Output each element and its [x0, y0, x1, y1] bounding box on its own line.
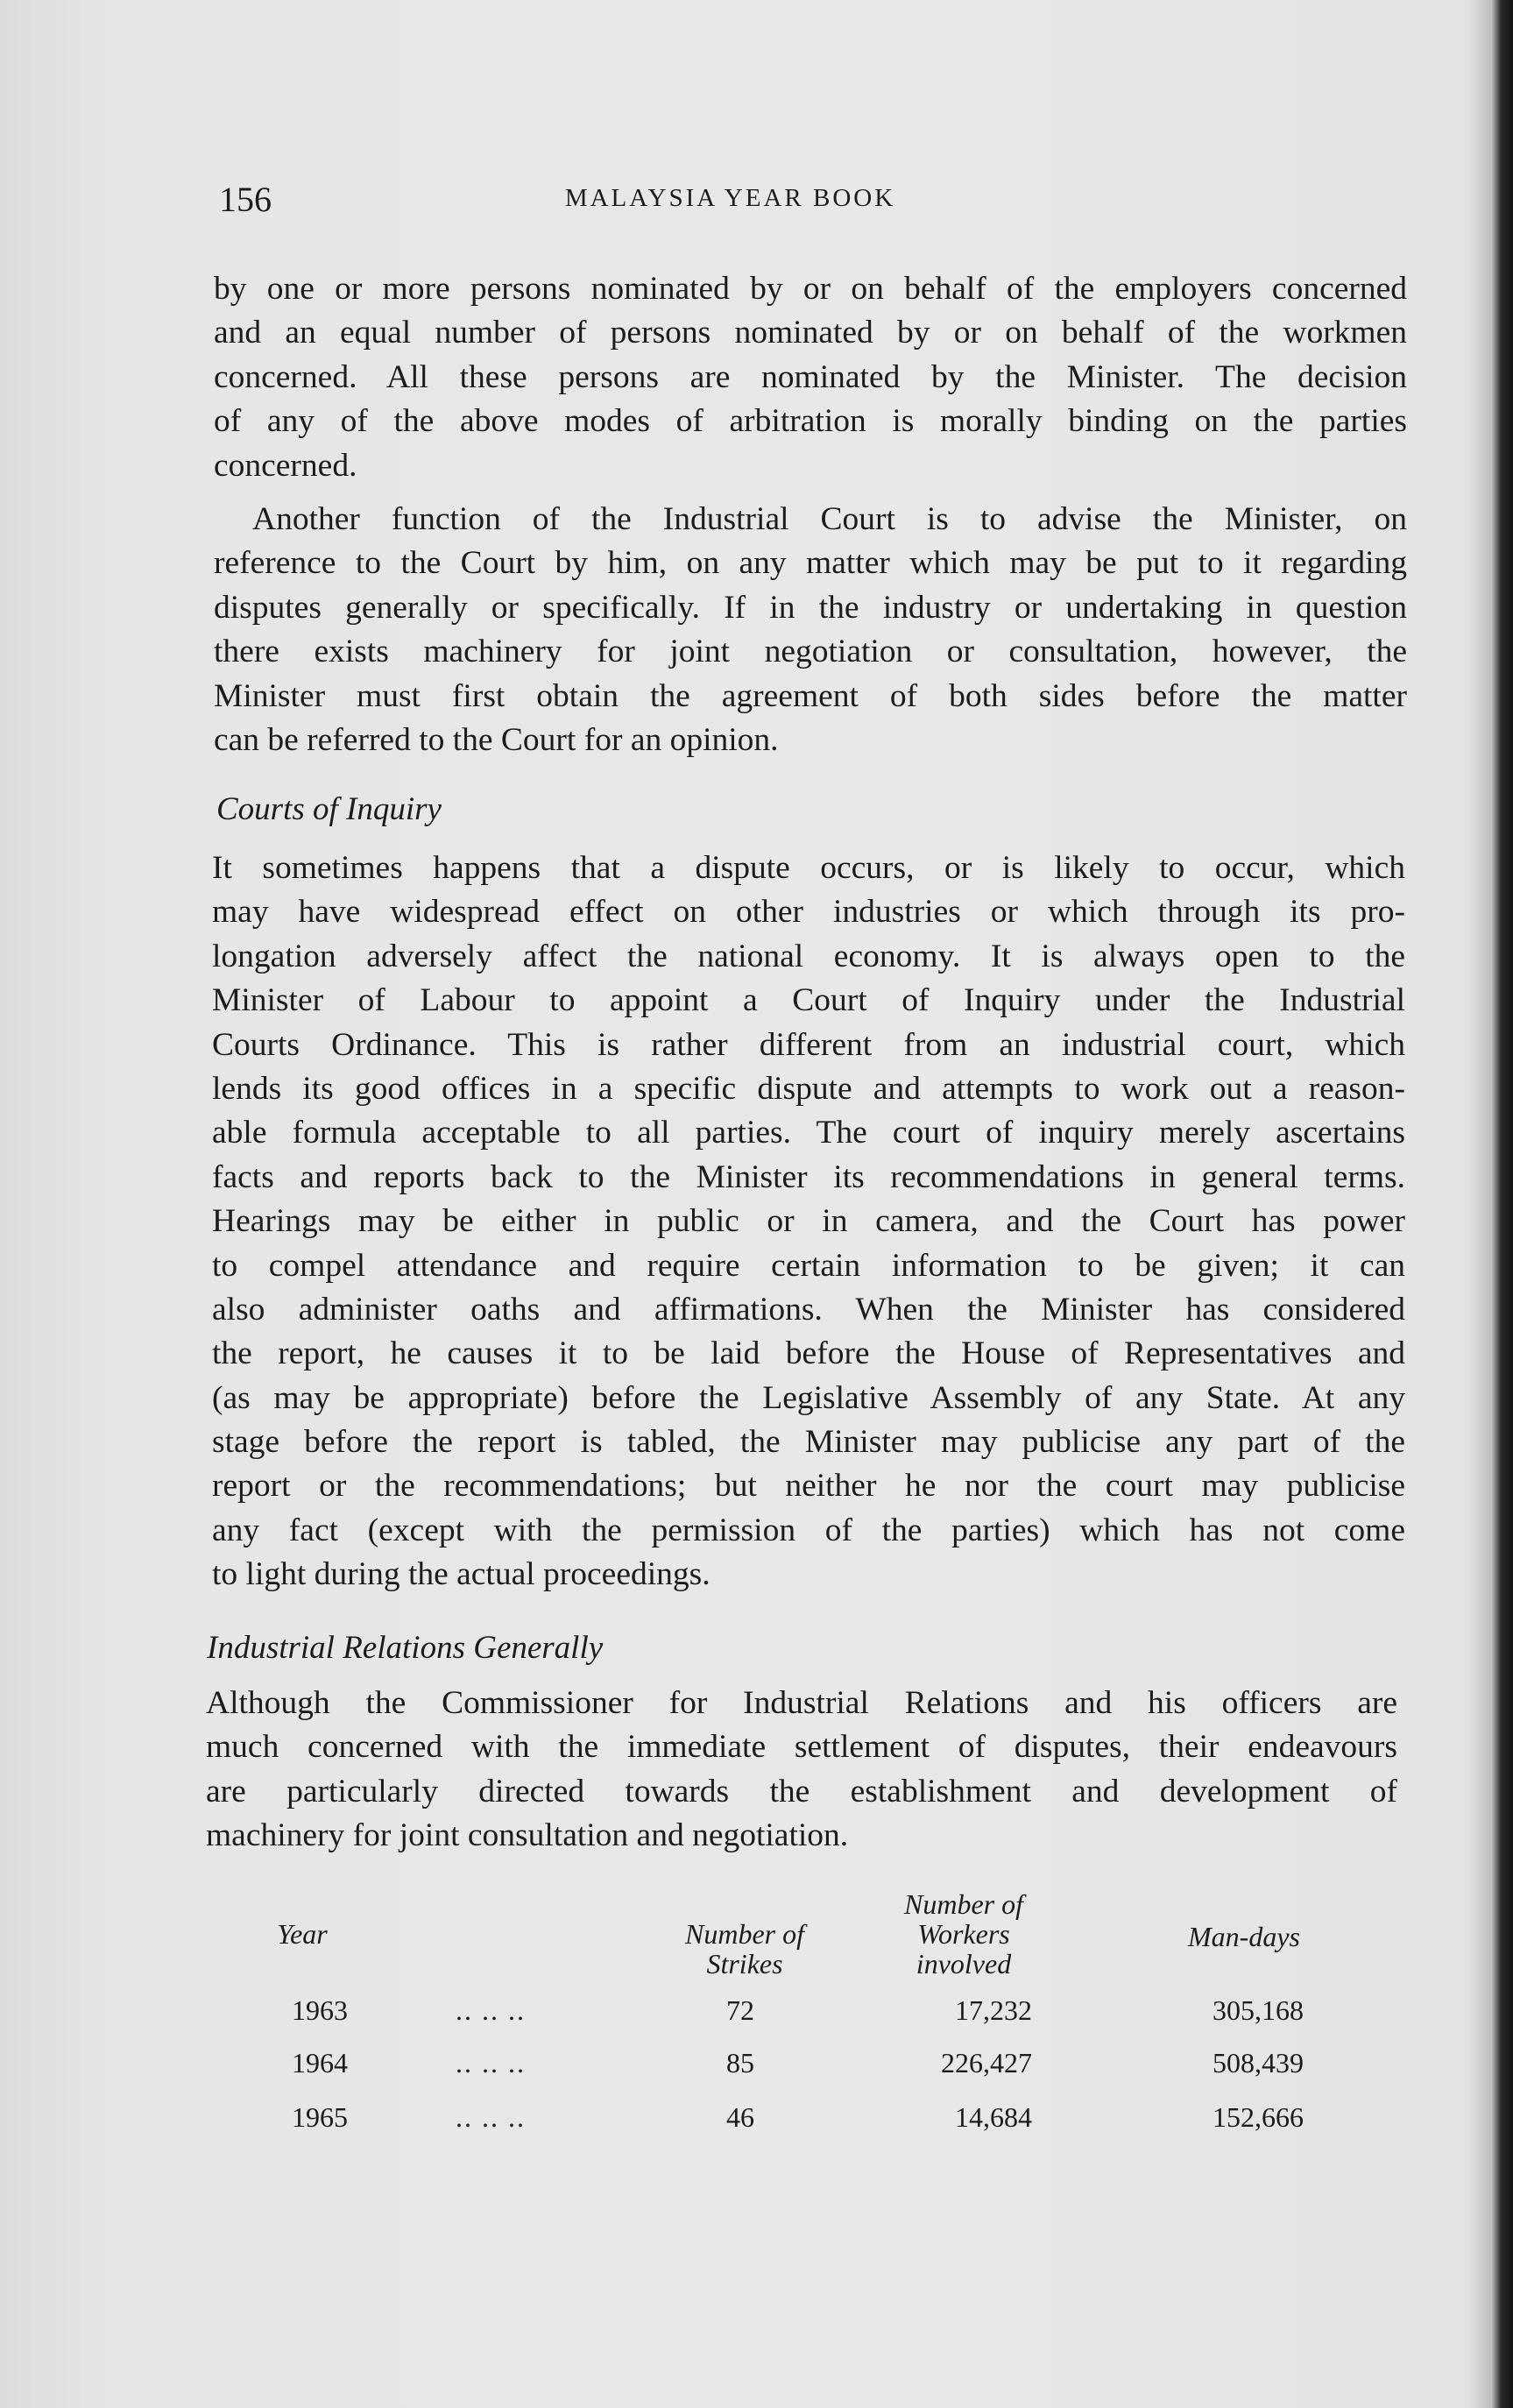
header-line: Workers [917, 1918, 1010, 1950]
text-line: disputes generally or specifically. If in the industry or undertaking in question [214, 589, 1407, 626]
text-line: by one or more persons nominated by or on behalf of the employers concerned [214, 271, 1407, 307]
paragraph-advisory-function [214, 498, 1407, 762]
text-line: Although the Commissioner for Industrial Relations and his officers are [206, 1685, 1397, 1721]
text-line: may have widespread effect on other industries or which through its pro- [212, 894, 1405, 931]
cell-mandays: 508,439 [1213, 2047, 1304, 2079]
text-line: Another function of the Industrial Court is to advise the Minister, on [252, 501, 1407, 537]
cell-year: 1965 [292, 2101, 348, 2133]
paragraph-arbitration [214, 267, 1407, 488]
text-line: longation adversely affect the national economy. It is always open to the [212, 938, 1405, 974]
text-line: Minister must first obtain the agreement of both sides before the matter [214, 677, 1407, 714]
text-line: can be referred to the Court for an opinion. [214, 721, 779, 758]
text-line: Minister of Labour to appoint a Court of Inquiry under the Industrial [212, 982, 1405, 1019]
cell-leader: .. .. .. [456, 1994, 526, 2026]
column-header-year: Year [277, 1918, 328, 1950]
cell-leader: .. .. .. [456, 2047, 526, 2079]
text-line: (as may be appropriate) before the Legislative Assembly of any State. At any [212, 1379, 1405, 1416]
cell-mandays: 305,168 [1213, 1994, 1304, 2026]
text-line: concerned. All these persons are nominated by the Minister. The decision [214, 358, 1407, 395]
text-line: any fact (except with the permission of the parties) which has not come [212, 1512, 1405, 1548]
text-line: of any of the above modes of arbitration is morally binding on the parties [214, 403, 1407, 440]
running-title: MALAYSIA YEAR BOOK [564, 184, 896, 212]
text-line: machinery for joint consultation and negotiation. [206, 1817, 849, 1854]
paragraph-courts-of-inquiry [212, 846, 1405, 1597]
header-line: Strikes [706, 1948, 783, 1980]
cell-leader: .. .. .. [456, 2101, 526, 2133]
header-line: involved [916, 1948, 1012, 1980]
text-line: facts and reports back to the Minister its recommendations in general terms. [212, 1158, 1405, 1195]
text-line: and an equal number of persons nominated by or on behalf of the workmen [214, 315, 1407, 351]
section-heading-courts-of-inquiry: Courts of Inquiry [216, 791, 442, 827]
text-line: reference to the Court by him, on any matter which may be put to it regarding [214, 545, 1407, 582]
cell-strikes: 46 [726, 2101, 754, 2133]
text-line: report or the recommendations; but neither he nor the court may publicise [212, 1468, 1405, 1505]
column-header-strikes [657, 1919, 832, 1979]
header-line: Number of [904, 1888, 1023, 1920]
text-line: It sometimes happens that a dispute occurs, or is likely to occur, which [212, 850, 1405, 886]
text-line: there exists machinery for joint negotiation or consultation, however, the [214, 634, 1407, 670]
text-line: to compel attendance and require certain information to be given; it can [212, 1247, 1405, 1284]
section-heading-industrial-relations: Industrial Relations Generally [207, 1630, 604, 1666]
cell-workers: 14,684 [955, 2101, 1032, 2133]
cell-strikes: 85 [726, 2047, 754, 2079]
cell-workers: 17,232 [955, 1994, 1032, 2026]
text-line: stage before the report is tabled, the Minister may publicise any part of the [212, 1424, 1405, 1461]
cell-mandays: 152,666 [1213, 2101, 1304, 2133]
text-line: also administer oaths and affirmations. When the Minister has considered [212, 1291, 1405, 1328]
text-line: Courts Ordinance. This is rather different from an industrial court, which [212, 1026, 1405, 1063]
text-line: are particularly directed towards the establishment and development of [206, 1773, 1397, 1810]
text-line: able formula acceptable to all parties. The court of inquiry merely ascertains [212, 1115, 1405, 1151]
column-header-mandays: Man-days [1188, 1921, 1300, 1952]
text-line: much concerned with the immediate settlement of disputes, their endeavours [206, 1729, 1397, 1766]
text-line: the report, he causes it to be laid before the House of Representatives and [212, 1335, 1405, 1372]
column-header-workers [876, 1889, 1051, 1979]
cell-year: 1964 [292, 2047, 348, 2079]
paragraph-industrial-relations [206, 1682, 1397, 1859]
text-line: lends its good offices in a specific dispute and attempts to work out a reason- [212, 1070, 1405, 1107]
text-line: Hearings may be either in public or in camera, and the Court has power [212, 1203, 1405, 1240]
text-line: concerned. [214, 447, 357, 484]
cell-strikes: 72 [726, 1994, 754, 2026]
cell-workers: 226,427 [941, 2047, 1032, 2079]
cell-year: 1963 [292, 1994, 348, 2026]
page-number: 156 [219, 180, 272, 219]
text-line: to light during the actual proceedings. [212, 1556, 711, 1593]
header-line: Number of [685, 1918, 804, 1950]
